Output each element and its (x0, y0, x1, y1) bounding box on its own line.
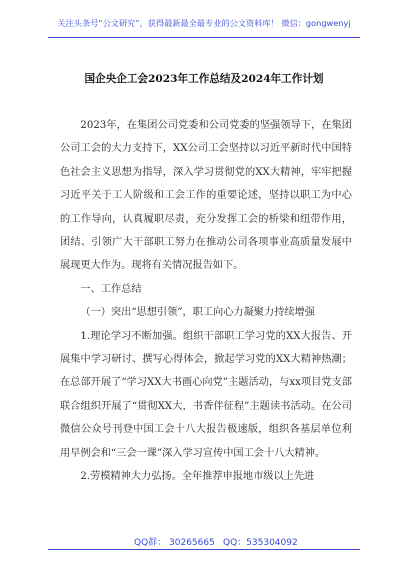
body-paragraph: 2.劳模精神大力弘扬。全年推荐申报地市级以上先进 (80, 471, 315, 483)
footer-qq: QQ：535304092 (223, 538, 298, 548)
header-divider (48, 37, 360, 38)
header-banner: 关注头条号“公文研究”，获得最新最全最专业的公文资料库！ 微信：gongwenyj (57, 18, 351, 28)
footer-divider (48, 549, 360, 550)
subsection-heading: （一）突出“思想引领”，职工向心力凝聚力持续增强 (80, 307, 315, 319)
intro-paragraph: 2023年，在集团公司党委和公司党委的坚强领导下，在集团公司工会的大力支持下，XX公司工会坚持以习近平新时代中国特色社会主义思想为指导，深入学习贯彻党的XX大精神，牢牢把握习近平关于工人阶级和工会工作的重要论述，坚持以职工为中心的工作导向，认真履职尽责，充分发挥工会的桥梁和纽带作用，团结、引领广大干部职工努力在推动公司各项事业高质量发展中展现更大作为。现将有关情况报告如下。 (60, 120, 352, 272)
document-body (60, 114, 352, 489)
document-title: 国企央企工会2023年工作总结及2024年工作计划 (84, 73, 324, 85)
section-heading: 一、工作总结 (80, 283, 142, 295)
footer-qq-group: QQ群： 30265665 (134, 538, 215, 548)
body-paragraph: 1.理论学习不断加强。组织干部职工学习党的XX大报告、开展集中学习研讨、撰写心得体会，掀起学习党的XX大精神热潮；在总部开展了“学习XX大书画心向党”主题活动，与xx项目党支部联合组织开展了“贯彻XX大，书香伴征程”主题读书活动。在公司微信公众号刊登中国工会十八大报告极速版，组织各基层单位利用早例会和“三会一课”深入学习宣传中国工会十八大精神。 (60, 330, 352, 459)
